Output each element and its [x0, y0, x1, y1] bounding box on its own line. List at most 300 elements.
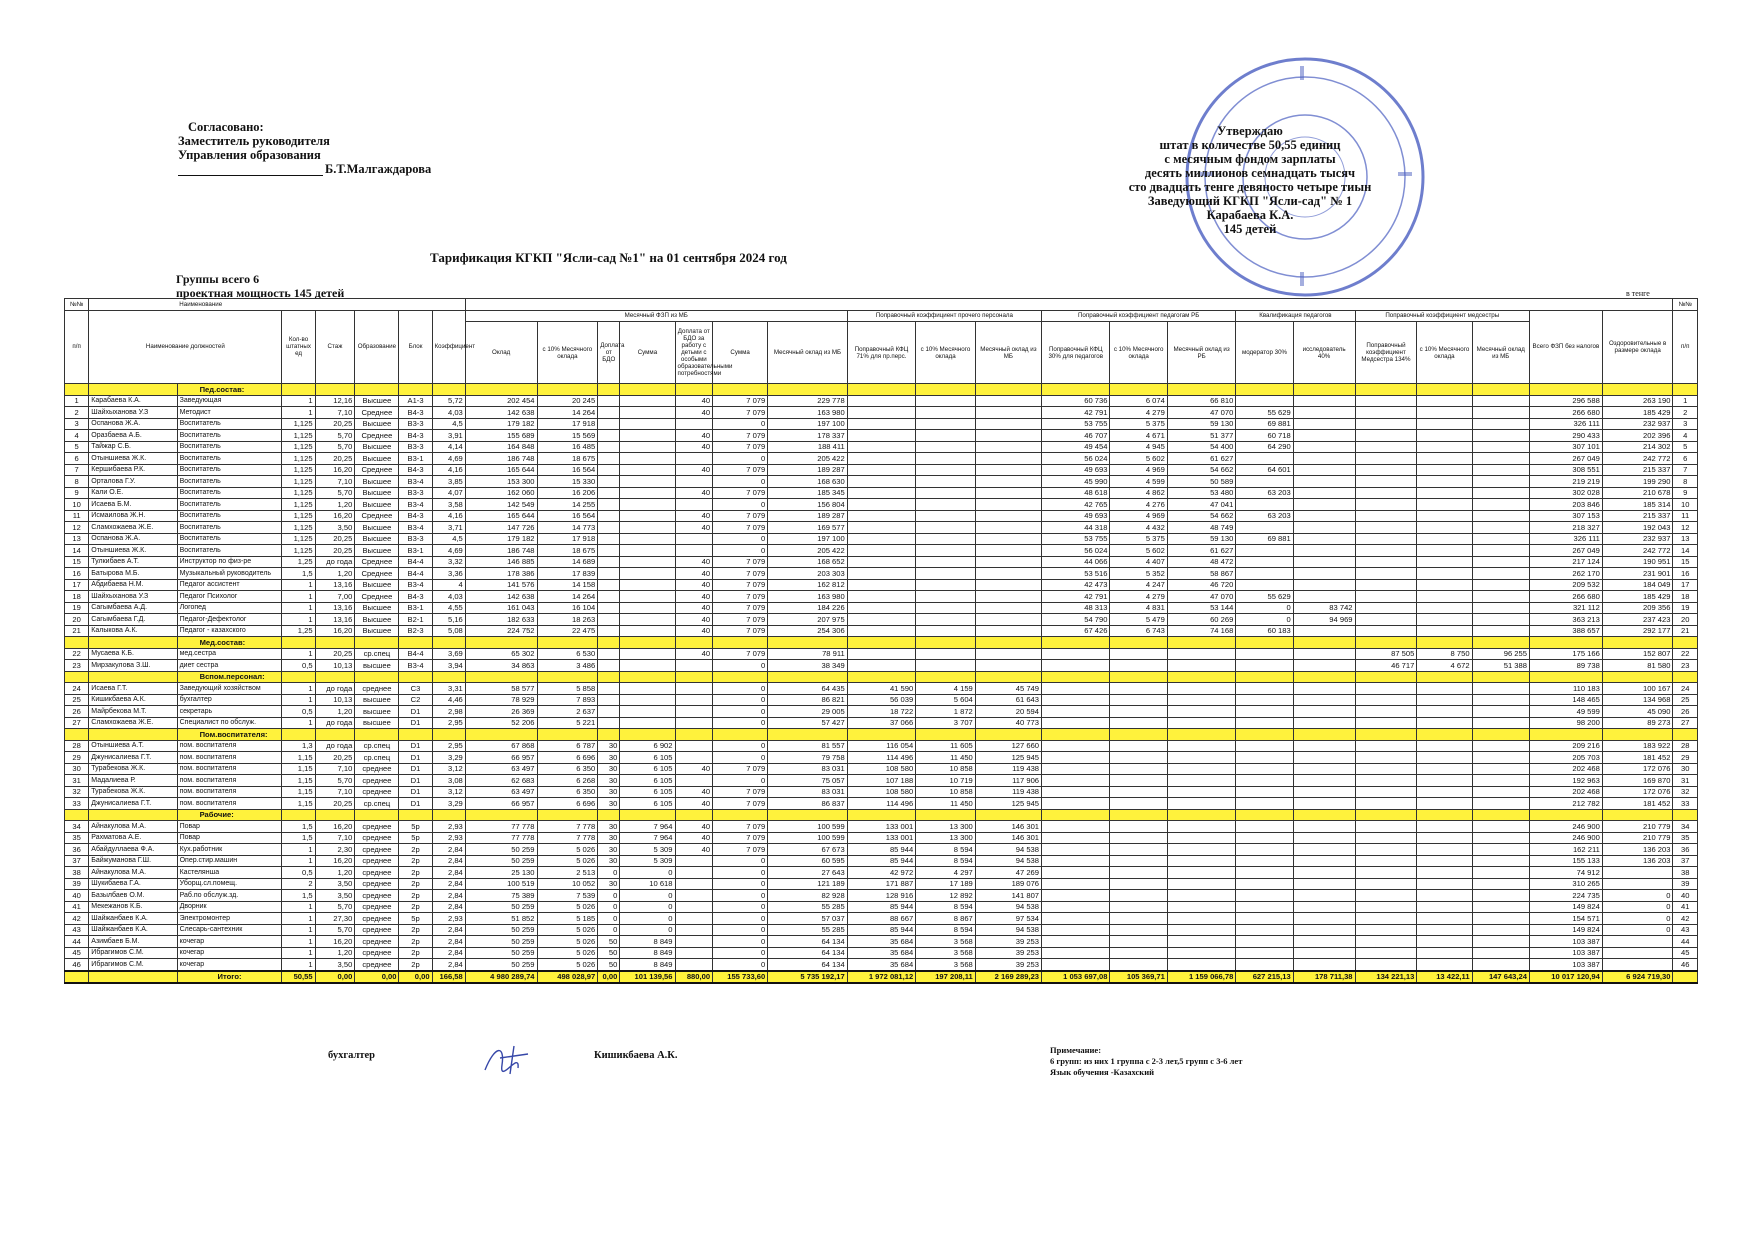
- cell: 40: [675, 522, 713, 534]
- cell: 40: [675, 487, 713, 499]
- cell: 218 327: [1529, 522, 1602, 534]
- cell: 4,16: [432, 464, 465, 476]
- cell: 39 253: [975, 959, 1041, 971]
- cell: [1355, 959, 1417, 971]
- cell: 128 916: [847, 890, 915, 902]
- cell: 146 301: [975, 821, 1041, 833]
- cell: 1,5: [282, 821, 315, 833]
- cell: Кершибаева Р.К.: [89, 464, 177, 476]
- cell: [1355, 890, 1417, 902]
- cell: 5,70: [315, 430, 355, 442]
- cell: [1417, 602, 1472, 614]
- cell: В4-4: [399, 648, 432, 660]
- cell: [620, 660, 675, 672]
- cell: 2,84: [432, 878, 465, 890]
- cell: [847, 568, 915, 580]
- total-cell: 627 215,13: [1236, 971, 1293, 984]
- total-cell: 50,55: [282, 971, 315, 984]
- cell: 7 079: [713, 821, 768, 833]
- cell: 7 079: [713, 441, 768, 453]
- cell: 3,08: [432, 775, 465, 787]
- cell: 20,25: [315, 545, 355, 557]
- note-language: Язык обучения -Казахский: [1050, 1067, 1154, 1077]
- cell: [598, 694, 620, 706]
- cell: [1355, 407, 1417, 419]
- cell: 146 301: [975, 832, 1041, 844]
- cell: 5 375: [1110, 533, 1167, 545]
- cell: 62 683: [465, 775, 537, 787]
- cell: В3-1: [399, 602, 432, 614]
- cell: 7 079: [713, 763, 768, 775]
- cell: 185 345: [768, 487, 847, 499]
- cell: 0: [1236, 602, 1293, 614]
- cell: 8 594: [916, 901, 976, 913]
- cell: 2р: [399, 924, 432, 936]
- cell: бухгалтер: [177, 694, 282, 706]
- groups-capacity: проектная мощность 145 детей: [176, 286, 345, 300]
- cell: 141 807: [975, 890, 1041, 902]
- approve-fund-3: сто двадцать тенге девяносто четыре тиын: [1128, 180, 1372, 194]
- cell: [1472, 407, 1529, 419]
- cell: [675, 453, 713, 465]
- cell: Тулкибаев А.Т.: [89, 556, 177, 568]
- cell: [1472, 867, 1529, 879]
- cell: [675, 660, 713, 672]
- cell: [1293, 499, 1355, 511]
- cell: 1,15: [282, 786, 315, 798]
- cell: 3 707: [916, 717, 976, 729]
- cell: [1417, 878, 1472, 890]
- cell: 0: [713, 901, 768, 913]
- cell: 4 279: [1110, 591, 1167, 603]
- cell: 24: [1673, 683, 1698, 695]
- cell: 0: [713, 499, 768, 511]
- cell: 37 066: [847, 717, 915, 729]
- cell: 7 964: [620, 821, 675, 833]
- cell: Уборщ.сл.помещ.: [177, 878, 282, 890]
- total-cell: 101 139,56: [620, 971, 675, 984]
- cell: 5 026: [537, 844, 598, 856]
- cell: 0: [713, 947, 768, 959]
- cell: [1472, 510, 1529, 522]
- cell: 125 945: [975, 798, 1041, 810]
- table-row: [65, 407, 1698, 419]
- cell: ср.спец: [355, 798, 399, 810]
- cell: среднее: [355, 878, 399, 890]
- table-row: [65, 821, 1698, 833]
- cell: 210 779: [1602, 821, 1673, 833]
- cell: 3,12: [432, 786, 465, 798]
- cell: среднее: [355, 947, 399, 959]
- cell: 40: [675, 510, 713, 522]
- cell: [1236, 717, 1293, 729]
- cell: 5,08: [432, 625, 465, 637]
- table-row: [65, 568, 1698, 580]
- cell: 205 422: [768, 545, 847, 557]
- cell: 7 964: [620, 832, 675, 844]
- cell: [598, 395, 620, 407]
- cell: 4 831: [1110, 602, 1167, 614]
- cell: 28: [1673, 740, 1698, 752]
- cell: 41: [1673, 901, 1698, 913]
- cell: 188 411: [768, 441, 847, 453]
- th-bdo: Доплата от БДО за работу с детьми с особыми образовательными потребностями: [675, 322, 713, 384]
- cell: 19: [1673, 602, 1698, 614]
- cell: Майрбекова М.Т.: [89, 706, 177, 718]
- cell: [1602, 959, 1673, 971]
- approval-position: Заместитель руководителя: [178, 134, 330, 148]
- cell: 11 450: [916, 798, 976, 810]
- cell: 7: [65, 464, 89, 476]
- cell: [1110, 913, 1167, 925]
- cell: 307 153: [1529, 510, 1602, 522]
- cell: [1293, 660, 1355, 672]
- cell: 1,20: [315, 706, 355, 718]
- cell: [620, 614, 675, 626]
- table-row: [65, 556, 1698, 568]
- cell: 1 872: [916, 706, 976, 718]
- cell: [1417, 913, 1472, 925]
- cell: 5 026: [537, 947, 598, 959]
- cell: [916, 476, 976, 488]
- cell: 40 773: [975, 717, 1041, 729]
- cell: 39 253: [975, 936, 1041, 948]
- cell: [1355, 441, 1417, 453]
- cell: [916, 522, 976, 534]
- cell: Базылбаев О.М.: [89, 890, 177, 902]
- cell: [1355, 855, 1417, 867]
- cell: 3: [1673, 418, 1698, 430]
- section-row-med: [65, 637, 1698, 649]
- cell: [1417, 556, 1472, 568]
- cell: 50: [598, 959, 620, 971]
- cell: 8 849: [620, 959, 675, 971]
- cell: [1042, 694, 1110, 706]
- cell: 5р: [399, 832, 432, 844]
- cell: 10,13: [315, 694, 355, 706]
- cell: [1110, 821, 1167, 833]
- cell: 1,25: [282, 625, 315, 637]
- cell: 116 054: [847, 740, 915, 752]
- cell: 3,71: [432, 522, 465, 534]
- note-title: Примечание:: [1050, 1045, 1102, 1055]
- cell: 6 350: [537, 763, 598, 775]
- cell: 2р: [399, 959, 432, 971]
- th-edu: Образование: [355, 310, 399, 384]
- cell: [1236, 855, 1293, 867]
- cell: 40: [675, 591, 713, 603]
- cell: 40: [675, 602, 713, 614]
- cell: 26: [65, 706, 89, 718]
- cell: Калыкова А.К.: [89, 625, 177, 637]
- cell: 224 735: [1529, 890, 1602, 902]
- cell: 119 438: [975, 786, 1041, 798]
- cell: 5: [1673, 441, 1698, 453]
- cell: 165 644: [465, 510, 537, 522]
- cell: [1167, 867, 1235, 879]
- cell: [620, 395, 675, 407]
- cell: [1472, 706, 1529, 718]
- cell: 53 755: [1042, 418, 1110, 430]
- cell: [1236, 522, 1293, 534]
- cell: [620, 591, 675, 603]
- cell: 114 496: [847, 752, 915, 764]
- total-cell: 1 159 066,78: [1167, 971, 1235, 984]
- cell: 20,25: [315, 752, 355, 764]
- cell: 6 105: [620, 798, 675, 810]
- cell: [916, 464, 976, 476]
- cell: [1417, 752, 1472, 764]
- cell: 0: [713, 752, 768, 764]
- cell: 30: [598, 798, 620, 810]
- th-nn: №№: [65, 299, 89, 311]
- cell: [1472, 959, 1529, 971]
- cell: 24: [65, 683, 89, 695]
- cell: 50 259: [465, 924, 537, 936]
- cell: 168 630: [768, 476, 847, 488]
- table-row: [65, 418, 1698, 430]
- cell: 16,20: [315, 855, 355, 867]
- cell: [1293, 533, 1355, 545]
- cell: 363 213: [1529, 614, 1602, 626]
- total-cell: 134 221,13: [1355, 971, 1417, 984]
- total-cell: 498 028,97: [537, 971, 598, 984]
- cell: 229 778: [768, 395, 847, 407]
- cell: Рахматова А.Е.: [89, 832, 177, 844]
- cell: [1417, 395, 1472, 407]
- cell: [975, 533, 1041, 545]
- cell: [1236, 499, 1293, 511]
- th-p10b: с 10% Месячного оклада: [916, 322, 976, 384]
- cell: [916, 453, 976, 465]
- cell: 205 703: [1529, 752, 1602, 764]
- cell: [1042, 786, 1110, 798]
- cell: 0: [713, 717, 768, 729]
- cell: [1472, 786, 1529, 798]
- cell: [916, 579, 976, 591]
- cell: 35 684: [847, 947, 915, 959]
- cell: 75 389: [465, 890, 537, 902]
- cell: Слесарь-сантехник: [177, 924, 282, 936]
- cell: [1110, 717, 1167, 729]
- cell: 5,70: [315, 441, 355, 453]
- cell: 39: [65, 878, 89, 890]
- cell: 184 049: [1602, 579, 1673, 591]
- cell: 16 564: [537, 510, 598, 522]
- cell: [1472, 936, 1529, 948]
- cell: 54 662: [1167, 464, 1235, 476]
- cell: [598, 453, 620, 465]
- cell: [1472, 832, 1529, 844]
- cell: 7,10: [315, 407, 355, 419]
- cell: [916, 545, 976, 557]
- cell: 3,58: [432, 499, 465, 511]
- cell: Абдибаева Н.М.: [89, 579, 177, 591]
- cell: [1472, 602, 1529, 614]
- cell: 2,95: [432, 717, 465, 729]
- cell: С2: [399, 694, 432, 706]
- cell: [1417, 545, 1472, 557]
- cell: [1110, 844, 1167, 856]
- cell: 0: [713, 867, 768, 879]
- cell: 14: [1673, 545, 1698, 557]
- cell: [1472, 614, 1529, 626]
- th-oklad-mb2: Месячный оклад из МБ: [975, 322, 1041, 384]
- cell: 207 975: [768, 614, 847, 626]
- table-row: [65, 625, 1698, 637]
- cell: 17: [1673, 579, 1698, 591]
- cell: 6 743: [1110, 625, 1167, 637]
- cell: 8 849: [620, 947, 675, 959]
- cell: 5р: [399, 821, 432, 833]
- cell: 42 791: [1042, 591, 1110, 603]
- total-cell: 6 924 719,30: [1602, 971, 1673, 984]
- cell: 38: [1673, 867, 1698, 879]
- cell: 63 497: [465, 763, 537, 775]
- cell: 14 158: [537, 579, 598, 591]
- th-block: Блок: [399, 310, 432, 384]
- cell: Раб.по обслуж.зд.: [177, 890, 282, 902]
- cell: [847, 625, 915, 637]
- groups-total: Группы всего 6: [176, 272, 260, 286]
- cell: 224 752: [465, 625, 537, 637]
- cell: 5,70: [315, 901, 355, 913]
- cell: 6 787: [537, 740, 598, 752]
- cell: Воспитатель: [177, 533, 282, 545]
- cell: 388 657: [1529, 625, 1602, 637]
- cell: 10 858: [916, 763, 976, 775]
- th-p10c: с 10% Месячного оклада: [1110, 322, 1167, 384]
- cell: [620, 602, 675, 614]
- cell: 94 538: [975, 901, 1041, 913]
- cell: 14 773: [537, 522, 598, 534]
- cell: 18 675: [537, 545, 598, 557]
- cell: 16,20: [315, 464, 355, 476]
- th-dopl: Доплата от БДО: [598, 322, 620, 384]
- cell: [847, 464, 915, 476]
- table-row: [65, 522, 1698, 534]
- cell: Мадалиева Р.: [89, 775, 177, 787]
- cell: [1167, 763, 1235, 775]
- cell: 0: [620, 890, 675, 902]
- cell: [598, 487, 620, 499]
- cell: [975, 579, 1041, 591]
- cell: кочегар: [177, 936, 282, 948]
- cell: 60 595: [768, 855, 847, 867]
- cell: [598, 430, 620, 442]
- cell: Воспитатель: [177, 441, 282, 453]
- cell: Отыншиева Ж.К.: [89, 545, 177, 557]
- cell: 60 183: [1236, 625, 1293, 637]
- cell: 6 350: [537, 786, 598, 798]
- cell: [1417, 867, 1472, 879]
- cell: 178 337: [768, 430, 847, 442]
- cell: [975, 602, 1041, 614]
- cell: 0: [1602, 924, 1673, 936]
- cell: [1110, 648, 1167, 660]
- cell: [1167, 913, 1235, 925]
- cell: [1293, 798, 1355, 810]
- cell: [975, 545, 1041, 557]
- cell: [598, 717, 620, 729]
- accountant-signature: [480, 1040, 540, 1080]
- cell: мед.сестра: [177, 648, 282, 660]
- cell: 2р: [399, 947, 432, 959]
- cell: среднее: [355, 913, 399, 925]
- cell: 4 297: [916, 867, 976, 879]
- cell: 30: [598, 786, 620, 798]
- approval-block: [178, 120, 431, 176]
- cell: 1: [282, 614, 315, 626]
- cell: 47 269: [975, 867, 1041, 879]
- cell: [1355, 901, 1417, 913]
- cell: 5 185: [537, 913, 598, 925]
- cell: 149 824: [1529, 901, 1602, 913]
- tariff-table: [64, 298, 1698, 984]
- cell: [1042, 832, 1110, 844]
- cell: среднее: [355, 901, 399, 913]
- cell: 89 273: [1602, 717, 1673, 729]
- cell: [675, 706, 713, 718]
- cell: 30: [598, 844, 620, 856]
- cell: 55 629: [1236, 591, 1293, 603]
- cell: [1417, 522, 1472, 534]
- cell: [1355, 913, 1417, 925]
- cell: [1293, 913, 1355, 925]
- cell: [1417, 694, 1472, 706]
- cell: 14 255: [537, 499, 598, 511]
- cell: [1236, 556, 1293, 568]
- cell: 14 689: [537, 556, 598, 568]
- cell: 15: [65, 556, 89, 568]
- cell: 10,13: [315, 660, 355, 672]
- table-row: [65, 499, 1698, 511]
- cell: 10: [1673, 499, 1698, 511]
- cell: 51 377: [1167, 430, 1235, 442]
- cell: 0: [713, 936, 768, 948]
- cell: [1167, 901, 1235, 913]
- cell: [1042, 936, 1110, 948]
- cell: [1236, 947, 1293, 959]
- cell: 1,25: [282, 556, 315, 568]
- cell: 3 568: [916, 947, 976, 959]
- cell: 155 133: [1529, 855, 1602, 867]
- cell: 42 765: [1042, 499, 1110, 511]
- cell: высшее: [355, 660, 399, 672]
- cell: [1602, 878, 1673, 890]
- cell: 6 105: [620, 763, 675, 775]
- cell: 1,5: [282, 568, 315, 580]
- cell: 46: [65, 959, 89, 971]
- cell: 4,55: [432, 602, 465, 614]
- cell: кочегар: [177, 947, 282, 959]
- cell: 308 551: [1529, 464, 1602, 476]
- cell: 26 369: [465, 706, 537, 718]
- cell: 4,16: [432, 510, 465, 522]
- cell: [1417, 844, 1472, 856]
- cell: 4,5: [432, 418, 465, 430]
- cell: [1167, 890, 1235, 902]
- cell: 57 037: [768, 913, 847, 925]
- cell: 7 079: [713, 614, 768, 626]
- cell: 22: [65, 648, 89, 660]
- table-row: [65, 614, 1698, 626]
- cell: Оспанова Ж.А.: [89, 533, 177, 545]
- cell: 1,5: [282, 832, 315, 844]
- cell: 30: [598, 752, 620, 764]
- cell: 5 602: [1110, 453, 1167, 465]
- cell: [1355, 510, 1417, 522]
